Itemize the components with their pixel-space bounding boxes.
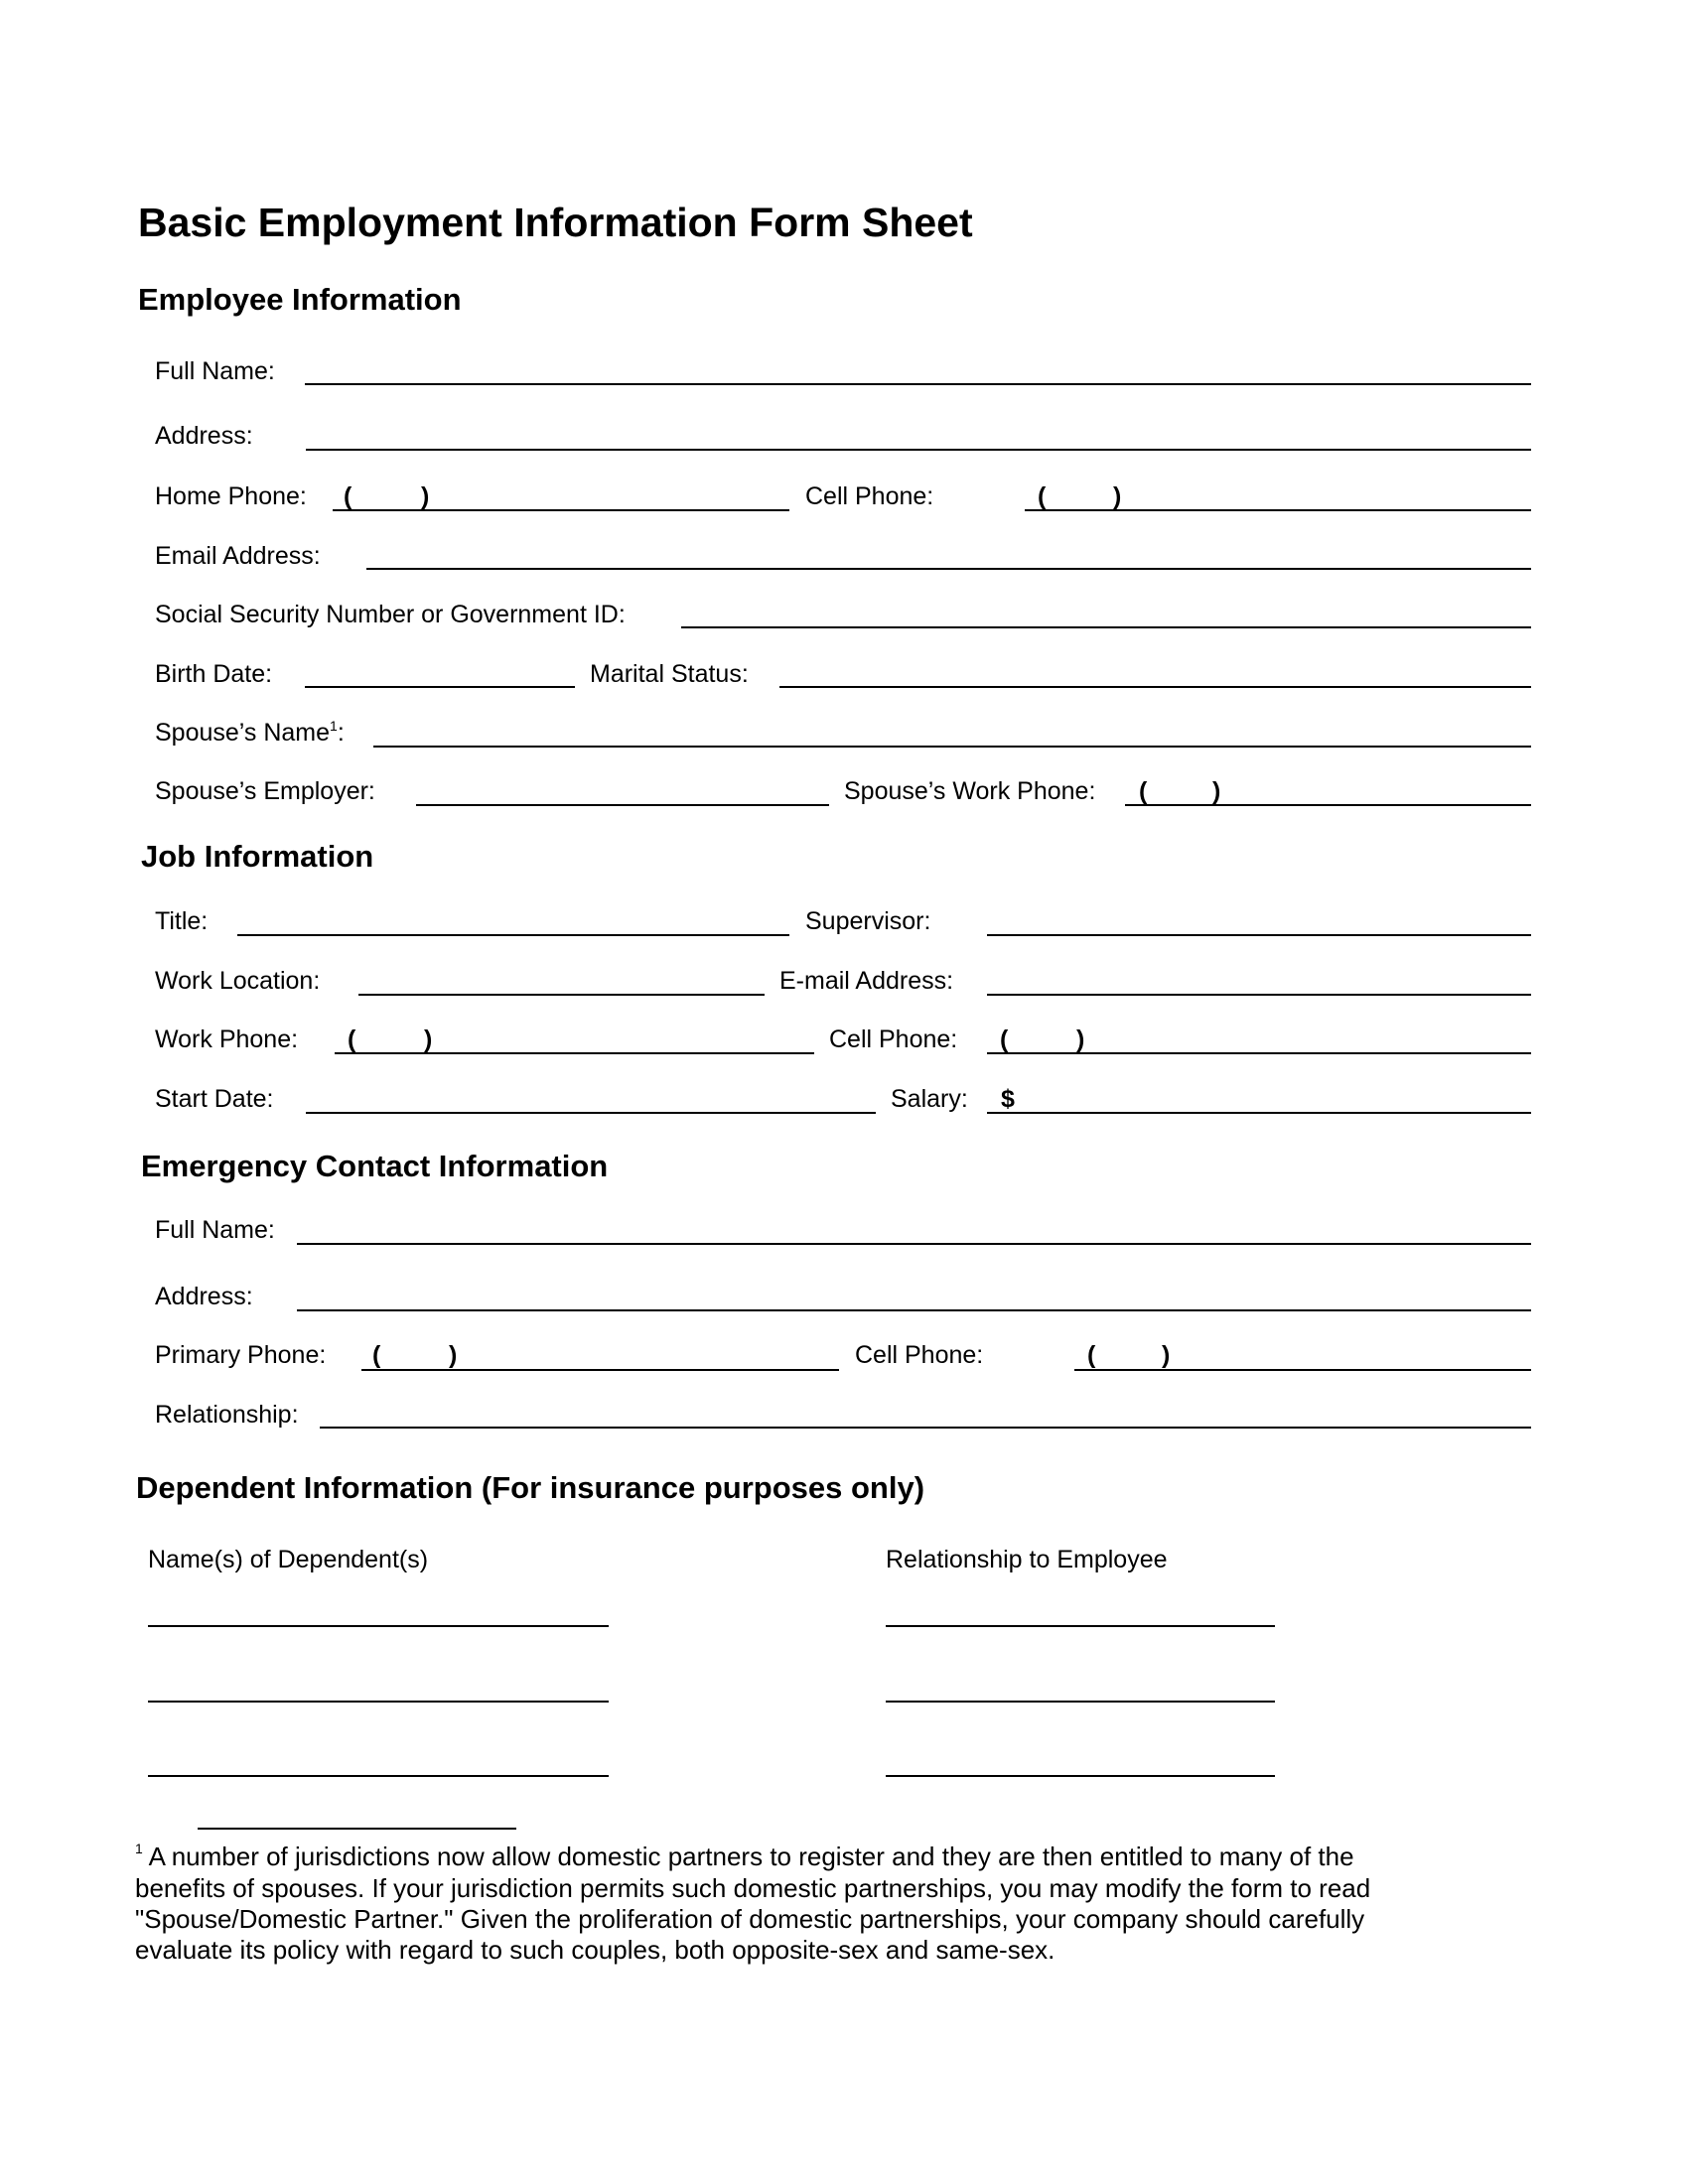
page-title: Basic Employment Information Form Sheet [138, 200, 973, 245]
footnote-line-2: benefits of spouses. If your jurisdiction permits such domestic partnerships, you may modify the form to read [135, 1873, 1371, 1903]
paren-open: ( [348, 1025, 356, 1053]
footnote-separator [198, 1828, 516, 1830]
dependent-name-field[interactable] [148, 1775, 609, 1777]
label-ssn: Social Security Number or Government ID: [155, 601, 626, 628]
spouse-name-text: Spouse’s Name [155, 719, 331, 747]
paren-close: ) [424, 1025, 433, 1053]
paren-open: ( [1038, 482, 1047, 510]
colon: : [337, 719, 345, 747]
work-phone-field[interactable] [335, 1052, 814, 1054]
paren-open: ( [1000, 1025, 1009, 1053]
full-name-field[interactable] [305, 383, 1531, 385]
start-date-field[interactable] [306, 1112, 876, 1114]
paren-close: ) [1162, 1341, 1171, 1369]
marital-status-field[interactable] [779, 686, 1531, 688]
paren-close: ) [1076, 1025, 1085, 1053]
label-job-email: E-mail Address: [779, 967, 954, 995]
label-job-cell-phone: Cell Phone: [829, 1025, 958, 1053]
label-relationship: Relationship: [155, 1401, 299, 1429]
section-heading-job: Job Information [141, 839, 374, 874]
primary-phone-field[interactable] [361, 1369, 839, 1371]
label-spouse-name [155, 719, 345, 747]
footnote-marker: 1 [135, 1841, 143, 1856]
label-emergency-full-name: Full Name: [155, 1216, 275, 1244]
label-emergency-address: Address: [155, 1283, 253, 1310]
work-location-field[interactable] [358, 994, 765, 996]
ssn-field[interactable] [681, 626, 1531, 628]
dependent-relationship-field[interactable] [886, 1625, 1275, 1627]
col-header-dependent-names: Name(s) of Dependent(s) [148, 1546, 429, 1573]
emergency-cell-phone-field[interactable] [1074, 1369, 1531, 1371]
spouse-employer-field[interactable] [416, 804, 829, 806]
home-phone-field[interactable] [333, 509, 789, 511]
paren-close: ) [449, 1341, 458, 1369]
label-work-phone: Work Phone: [155, 1025, 299, 1053]
dependent-relationship-field[interactable] [886, 1701, 1275, 1703]
footnote-line-3: "Spouse/Domestic Partner." Given the proliferation of domestic partnerships, your company should carefully [135, 1904, 1365, 1934]
label-email: Email Address: [155, 542, 321, 570]
label-work-location: Work Location: [155, 967, 321, 995]
supervisor-field[interactable] [987, 934, 1531, 936]
dollar-sign: $ [1001, 1085, 1015, 1113]
job-cell-phone-field[interactable] [987, 1052, 1531, 1054]
dependent-name-field[interactable] [148, 1625, 609, 1627]
paren-close: ) [421, 482, 430, 510]
cell-phone-field[interactable] [1025, 509, 1531, 511]
label-full-name: Full Name: [155, 357, 275, 385]
paren-close: ) [1212, 777, 1221, 805]
footnote-ref: 1 [330, 718, 338, 734]
label-spouse-employer: Spouse’s Employer: [155, 777, 375, 805]
emergency-address-field[interactable] [297, 1309, 1531, 1311]
label-address: Address: [155, 422, 253, 450]
emergency-full-name-field[interactable] [297, 1243, 1531, 1245]
footnote-line-1 [135, 1842, 1354, 1872]
label-home-phone: Home Phone: [155, 482, 307, 510]
spouse-name-field[interactable] [373, 746, 1531, 748]
paren-open: ( [1139, 777, 1148, 805]
label-birth-date: Birth Date: [155, 660, 273, 688]
email-field[interactable] [366, 568, 1531, 570]
label-start-date: Start Date: [155, 1085, 274, 1113]
paren-close: ) [1113, 482, 1122, 510]
label-cell-phone: Cell Phone: [805, 482, 934, 510]
title-field[interactable] [237, 934, 789, 936]
birth-date-field[interactable] [305, 686, 575, 688]
paren-open: ( [1087, 1341, 1096, 1369]
col-header-relationship: Relationship to Employee [886, 1546, 1168, 1573]
footnote-line-4: evaluate its policy with regard to such couples, both opposite-sex and same-sex. [135, 1935, 1055, 1965]
job-email-field[interactable] [987, 994, 1531, 996]
dependent-relationship-field[interactable] [886, 1775, 1275, 1777]
paren-open: ( [344, 482, 352, 510]
label-primary-phone: Primary Phone: [155, 1341, 327, 1369]
address-field[interactable] [306, 449, 1531, 451]
label-spouse-work-phone: Spouse’s Work Phone: [844, 777, 1096, 805]
label-supervisor: Supervisor: [805, 907, 931, 935]
relationship-field[interactable] [320, 1427, 1531, 1429]
label-marital-status: Marital Status: [590, 660, 749, 688]
paren-open: ( [372, 1341, 381, 1369]
dependent-name-field[interactable] [148, 1701, 609, 1703]
section-heading-dependent: Dependent Information (For insurance purposes only) [136, 1470, 925, 1505]
label-salary: Salary: [891, 1085, 968, 1113]
footnote-text: A number of jurisdictions now allow domestic partners to register and they are then entitled to many of the [142, 1842, 1354, 1871]
spouse-work-phone-field[interactable] [1125, 804, 1531, 806]
section-heading-employee: Employee Information [138, 282, 462, 317]
label-emergency-cell-phone: Cell Phone: [855, 1341, 984, 1369]
salary-field[interactable] [987, 1112, 1531, 1114]
label-title: Title: [155, 907, 209, 935]
section-heading-emergency: Emergency Contact Information [141, 1149, 609, 1183]
